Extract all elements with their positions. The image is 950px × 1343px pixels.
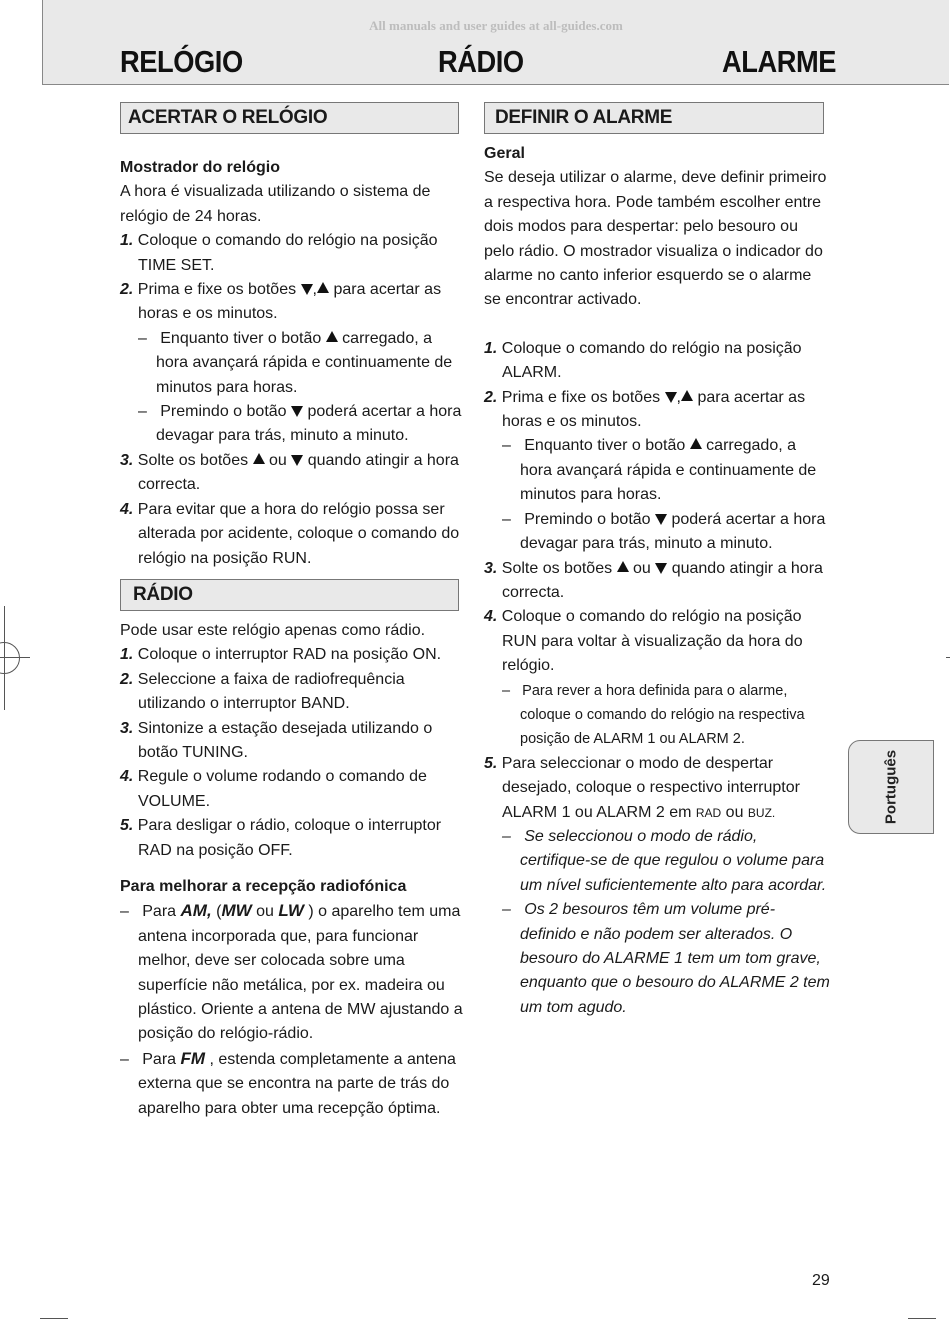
step-2: 2. Prima e fixe os botões , para acertar as horas e os minutos.	[120, 281, 442, 323]
radio-step-4: 4. Regule o volume rodando o comando de VOLUME.	[120, 768, 427, 810]
alarm-step-1: 1. Coloque o comando do relógio na posição ALARM.	[484, 339, 802, 382]
left-column	[120, 102, 465, 1121]
radio-intro: Pode usar este relógio apenas como rádio.	[120, 621, 426, 639]
alarm-step-5-note-1: – Se seleccionou o modo de rádio, certifique-se de que regulou o volume para um nível suficientemente alto para acordar.	[502, 827, 827, 894]
alarm-step-5-note-2: – Os 2 besouros têm um volume pré-definido e não podem ser alterados. O besouro do ALARME 1 tem um tom grave, enquanto que o besouro do ALARME 2 tem um tom agudo.	[502, 901, 830, 1016]
section-acertar-relogio: ACERTAR O RELÓGIO	[120, 102, 459, 134]
language-tab-label: Português	[882, 749, 900, 825]
section-radio: RÁDIO	[120, 579, 459, 611]
down-arrow-icon	[665, 392, 677, 403]
up-arrow-icon	[326, 331, 338, 342]
title-alarme: ALARME	[722, 44, 837, 79]
crop-mark	[40, 1318, 68, 1319]
step-2-note-2: – Premindo o botão poderá acertar a hora devagar para trás, minuto a minuto.	[138, 403, 462, 445]
page-number: 29	[812, 1272, 830, 1289]
watermark: All manuals and user guides at all-guides.com	[369, 18, 623, 33]
down-arrow-icon	[291, 455, 303, 466]
title-relogio: RELÓGIO	[120, 44, 243, 79]
alarm-step-2-note-2: – Premindo o botão poderá acertar a hora devagar para trás, minuto a minuto.	[502, 510, 826, 553]
reception-heading: Para melhorar a recepção radiofónica	[120, 877, 407, 895]
display-heading: Mostrador do relógio	[120, 159, 280, 176]
alarm-step-5: 5. Para seleccionar o modo de despertar desejado, coloque o respectivo interruptor ALARM 1 ou ALARM 2 em RAD ou BUZ.	[484, 754, 800, 821]
registration-mark	[0, 642, 20, 674]
radio-step-3: 3. Sintonize a estação desejada utilizando o botão TUNING.	[120, 719, 433, 761]
reception-am: – Para AM, (MW ou LW ) o aparelho tem uma antena incorporada que, para funcionar melhor, deve ser colocada sobre uma superfície não metálica, por ex. madeira ou plástico. Oriente a antena de MW ajustando a posição do relógio-rádio.	[120, 901, 463, 1043]
down-arrow-icon	[655, 563, 667, 574]
section-definir-alarme: DEFINIR O ALARME	[484, 102, 824, 134]
up-arrow-icon	[617, 561, 629, 572]
alarm-step-2-note-1: – Enquanto tiver o botão carregado, a hora avançará rápida e continuamente de minutos para horas.	[502, 437, 817, 504]
step-4: 4. Para evitar que a hora do relógio possa ser alterada por acidente, coloque o comando do relógio na posição RUN.	[120, 500, 460, 567]
crop-mark	[908, 1318, 936, 1319]
down-arrow-icon	[655, 514, 667, 525]
step-1: 1. Coloque o comando do relógio na posição TIME SET.	[120, 232, 438, 274]
reception-fm: – Para FM , estenda completamente a antena externa que se encontra na parte de trás do aparelho para obter uma recepção óptima.	[120, 1048, 456, 1117]
display-text: A hora é visualizada utilizando o sistema de relógio de 24 horas.	[120, 183, 431, 225]
up-arrow-icon	[317, 282, 329, 293]
general-text: Se deseja utilizar o alarme, deve definir primeiro a respectiva hora. Pode também escolher entre dois modos para despertar: pelo besouro ou pelo rádio. O mostrador visualiza o indicador do alarme no canto inferior esquerdo se o alarme se encontrar activado.	[484, 169, 827, 309]
language-tab	[848, 740, 934, 834]
step-3: 3. Solte os botões ou quando atingir a hora correcta.	[120, 451, 459, 494]
up-arrow-icon	[253, 453, 265, 464]
alarm-step-4: 4. Coloque o comando do relógio na posição RUN para voltar à visualização da hora do relógio.	[484, 608, 803, 675]
radio-step-1: 1. Coloque o interruptor RAD na posição ON.	[120, 646, 442, 664]
general-heading: Geral	[484, 145, 525, 162]
alarm-step-2: 2. Prima e fixe os botões , para acertar as horas e os minutos.	[484, 388, 806, 431]
down-arrow-icon	[291, 406, 303, 417]
up-arrow-icon	[690, 438, 702, 449]
radio-step-5: 5. Para desligar o rádio, coloque o interruptor RAD na posição OFF.	[120, 817, 442, 859]
up-arrow-icon	[681, 390, 693, 401]
crop-mark	[946, 657, 950, 658]
alarm-step-3: 3. Solte os botões ou quando atingir a hora correcta.	[484, 559, 823, 601]
alarm-step-4-note: – Para rever a hora definida para o alarme, coloque o comando do relógio na respectiva posição de ALARM 1 ou ALARM 2.	[502, 682, 805, 748]
down-arrow-icon	[301, 284, 313, 295]
radio-step-2: 2. Seleccione a faixa de radiofrequência utilizando o interruptor BAND.	[120, 670, 405, 713]
step-2-note-1: – Enquanto tiver o botão carregado, a hora avançará rápida e continuamente de minutos para horas.	[138, 329, 453, 396]
title-radio: RÁDIO	[438, 44, 524, 79]
right-column	[484, 102, 830, 1020]
